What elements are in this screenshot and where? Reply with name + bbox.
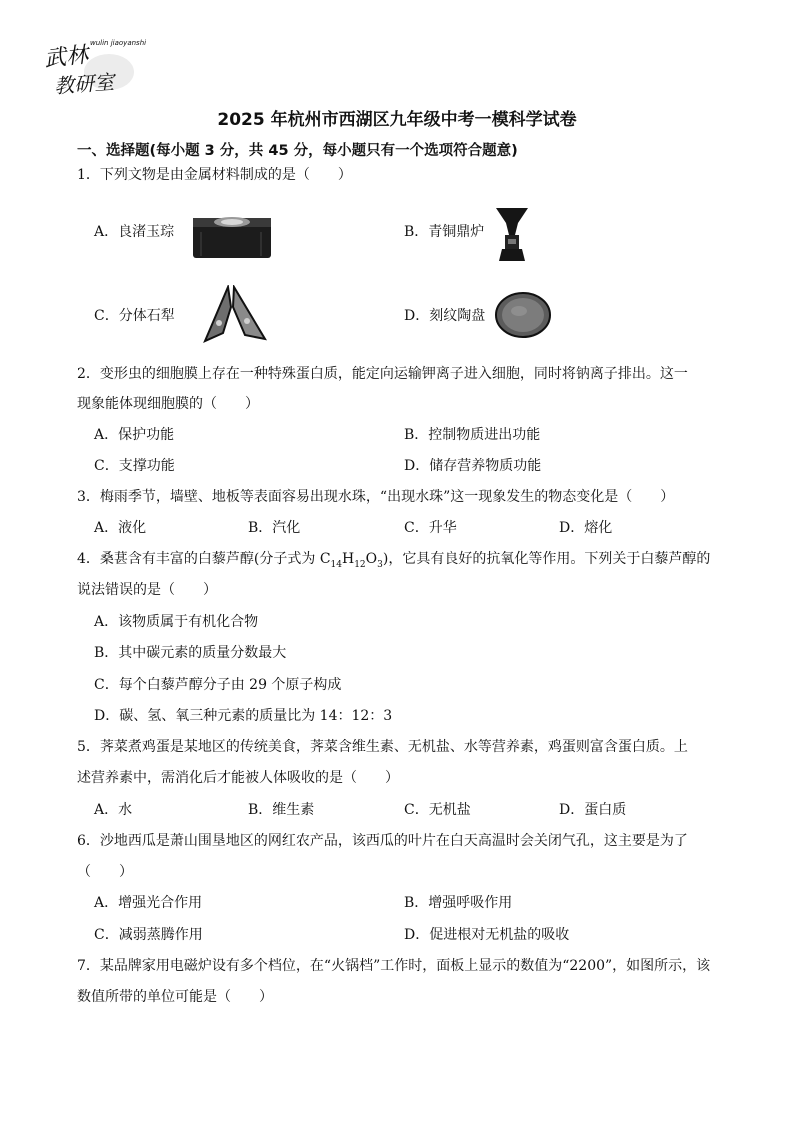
question-4-option-c: C．每个白藜芦醇分子由 29 个原子构成 — [94, 677, 342, 693]
question-5-stem-line2: 述营养素中，需消化后才能被人体吸收的是（ ） — [77, 770, 399, 786]
question-4-option-b: B．其中碳元素的质量分数最大 — [94, 645, 287, 661]
stone-plow-image — [201, 285, 269, 343]
logo-text-jiaoyanshi: 教研室 — [53, 69, 115, 99]
section-heading: 一、选择题(每小题 3 分，共 45 分，每小题只有一个选项符合题意) — [77, 143, 518, 159]
question-5-stem-line1: 5．荠菜煮鸡蛋是某地区的传统美食，荠菜含维生素、无机盐、水等营养素，鸡蛋则富含蛋白质。上 — [77, 739, 688, 755]
question-7-stem-line1: 7．某品牌家用电磁炉设有多个档位，在“火锅档”工作时，面板上显示的数值为“2200”，如图所示，该 — [77, 958, 711, 974]
question-1-option-c: C．分体石犁 — [94, 308, 175, 324]
question-2-option-b: B．控制物质进出功能 — [404, 427, 541, 443]
question-1-stem: 1．下列文物是由金属材料制成的是（ ） — [77, 167, 352, 183]
question-3-option-b: B．汽化 — [248, 520, 301, 536]
question-2-option-d: D．储存营养物质功能 — [404, 458, 542, 474]
formula-sub-carbon: 14 — [330, 559, 342, 570]
question-5-option-c: C．无机盐 — [404, 802, 471, 818]
question-3-option-c: C．升华 — [404, 520, 457, 536]
question-4-stem-part2: )，它具有良好的抗氧化等作用。下列关于白藜芦醇的 — [382, 551, 711, 567]
question-4-stem-line2: 说法错误的是（ ） — [77, 582, 217, 598]
logo — [40, 39, 147, 100]
question-5-option-d: D．蛋白质 — [559, 802, 627, 818]
logo-text-small: wulin jiaoyanshi — [90, 39, 147, 47]
question-7-stem-line2: 数值所带的单位可能是（ ） — [77, 989, 273, 1005]
question-5-option-a: A．水 — [94, 802, 133, 818]
question-2-option-c: C．支撑功能 — [94, 458, 175, 474]
question-4-option-a: A．该物质属于有机化合物 — [94, 614, 259, 630]
page-title: 2025 年杭州市西湖区九年级中考一模科学试卷 — [217, 110, 577, 130]
question-6-option-d: D．促进根对无机盐的吸收 — [404, 927, 570, 943]
question-3-option-d: D．熔化 — [559, 520, 613, 536]
question-6-option-c: C．减弱蒸腾作用 — [94, 927, 203, 943]
question-6-stem-line2: （ ） — [77, 864, 133, 880]
question-6-option-a: A．增强光合作用 — [94, 895, 203, 911]
question-1-option-b: B．青铜鼎炉 — [404, 224, 485, 240]
formula-oxygen: O — [365, 551, 378, 567]
question-4-stem-line1 — [77, 549, 710, 575]
question-4-option-d: D．碳、氢、氧三种元素的质量比为 14：12：3 — [94, 708, 393, 724]
pottery-plate-image — [495, 291, 551, 339]
question-2-stem-line2: 现象能体现细胞膜的（ ） — [77, 396, 259, 412]
question-3-option-a: A．液化 — [94, 520, 147, 536]
question-4-stem-part1: 4．桑葚含有丰富的白藜芦醇(分子式为 C — [77, 551, 331, 567]
question-2-stem-line1: 2．变形虫的细胞膜上存在一种特殊蛋白质，能定向运输钾离子进入细胞，同时将钠离子排出。这一 — [77, 366, 688, 382]
question-6-stem-line1: 6．沙地西瓜是萧山围垦地区的网红农产品，该西瓜的叶片在白天高温时会关闭气孔，这主要是为了 — [77, 833, 688, 849]
question-1-option-a: A．良渚玉琮 — [94, 224, 175, 240]
formula-hydrogen: H — [341, 551, 355, 567]
bronze-ding-image — [494, 205, 530, 263]
question-1-option-d: D．刻纹陶盘 — [404, 308, 486, 324]
question-5-option-b: B．维生素 — [248, 802, 315, 818]
question-3-stem: 3．梅雨季节，墙壁、地板等表面容易出现水珠，“出现水珠”这一现象发生的物态变化是（ ） — [77, 489, 675, 505]
formula-sub-hydrogen: 12 — [354, 559, 366, 570]
question-2-option-a: A．保护功能 — [94, 427, 175, 443]
jade-cong-image — [191, 212, 273, 260]
logo-text-wulin: 武林 — [43, 42, 90, 73]
question-6-option-b: B．增强呼吸作用 — [404, 895, 513, 911]
formula-sub-oxygen: 3 — [377, 559, 383, 570]
